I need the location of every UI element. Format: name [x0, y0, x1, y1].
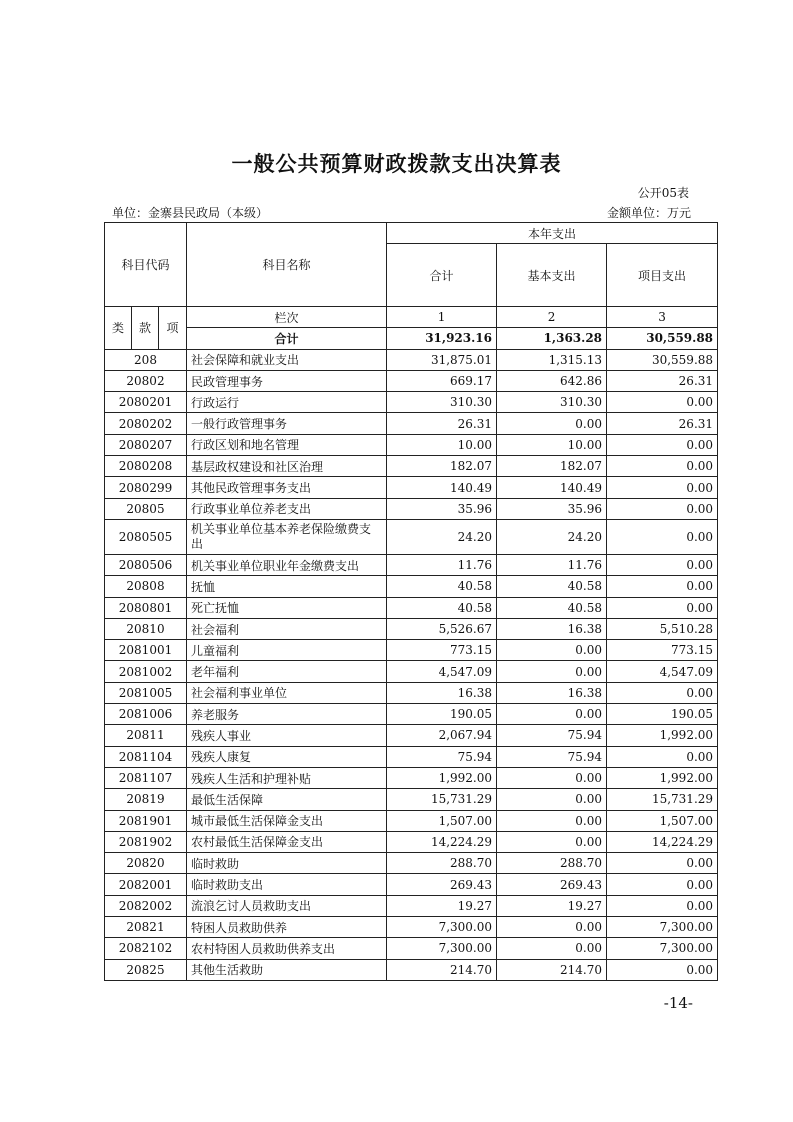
total-row-project: 30,559.88: [607, 328, 718, 349]
header-kuan: 款: [132, 307, 159, 350]
table-row: [105, 349, 718, 370]
unit-label: 单位：金寨县民政局（本级）: [112, 206, 269, 220]
row-project: 0.00: [607, 597, 718, 618]
row-code: 2082002: [105, 895, 187, 916]
row-name: 行政区划和地名管理: [187, 434, 387, 455]
header-name: 科目名称: [187, 223, 387, 307]
row-total: 182.07: [387, 456, 497, 477]
row-basic: 0.00: [497, 810, 607, 831]
row-project: 0.00: [607, 456, 718, 477]
row-project: 0.00: [607, 853, 718, 874]
row-name: 社会福利事业单位: [187, 682, 387, 703]
row-code: 20821: [105, 917, 187, 938]
row-total: 14,224.29: [387, 831, 497, 852]
row-project: 0.00: [607, 746, 718, 767]
row-project: 1,992.00: [607, 725, 718, 746]
table-row: [105, 477, 718, 498]
table-row: [105, 917, 718, 938]
row-code: 208: [105, 349, 187, 370]
row-name: 一般行政管理事务: [187, 413, 387, 434]
row-name: 儿童福利: [187, 640, 387, 661]
table-row: [105, 661, 718, 682]
row-name: 其他民政管理事务支出: [187, 477, 387, 498]
row-basic: 10.00: [497, 434, 607, 455]
header-col-2: 2: [497, 307, 607, 328]
row-name: 最低生活保障: [187, 789, 387, 810]
row-project: 1,992.00: [607, 767, 718, 788]
header-basic: 基本支出: [497, 244, 607, 307]
row-project: 5,510.28: [607, 618, 718, 639]
table-row: [105, 413, 718, 434]
row-project: 0.00: [607, 874, 718, 895]
table-row: [105, 434, 718, 455]
row-basic: 75.94: [497, 725, 607, 746]
table-row: [105, 895, 718, 916]
row-basic: 1,315.13: [497, 349, 607, 370]
row-basic: 642.86: [497, 370, 607, 391]
row-total: 7,300.00: [387, 938, 497, 959]
row-total: 288.70: [387, 853, 497, 874]
row-basic: 0.00: [497, 661, 607, 682]
row-code: 2080505: [105, 519, 187, 554]
table-row: [105, 853, 718, 874]
page-title: 一般公共预算财政拨款支出决算表: [231, 152, 562, 176]
budget-table: [104, 222, 718, 981]
row-code: 2080299: [105, 477, 187, 498]
row-code: 2080801: [105, 597, 187, 618]
table-row: [105, 874, 718, 895]
table-row: [105, 618, 718, 639]
row-project: 1,507.00: [607, 810, 718, 831]
total-row-total: 31,923.16: [387, 328, 497, 349]
row-project: 0.00: [607, 498, 718, 519]
table-row: [105, 725, 718, 746]
row-code: 2080201: [105, 392, 187, 413]
row-total: 31,875.01: [387, 349, 497, 370]
row-code: 20805: [105, 498, 187, 519]
row-code: 20819: [105, 789, 187, 810]
row-project: 14,224.29: [607, 831, 718, 852]
total-row-basic: 1,363.28: [497, 328, 607, 349]
header-year-spend: 本年支出: [387, 223, 718, 244]
row-code: 2081104: [105, 746, 187, 767]
form-number: 公开05表: [637, 186, 689, 200]
table-row: [105, 704, 718, 725]
row-total: 10.00: [387, 434, 497, 455]
row-code: 2082102: [105, 938, 187, 959]
row-name: 死亡抚恤: [187, 597, 387, 618]
row-total: 1,992.00: [387, 767, 497, 788]
row-total: 2,067.94: [387, 725, 497, 746]
row-project: 30,559.88: [607, 349, 718, 370]
table-row: [105, 640, 718, 661]
row-total: 7,300.00: [387, 917, 497, 938]
row-code: 20811: [105, 725, 187, 746]
table-row: [105, 682, 718, 703]
row-code: 2081901: [105, 810, 187, 831]
row-name: 流浪乞讨人员救助支出: [187, 895, 387, 916]
row-basic: 288.70: [497, 853, 607, 874]
row-code: 2080208: [105, 456, 187, 477]
table-row: [105, 498, 718, 519]
row-basic: 16.38: [497, 682, 607, 703]
row-project: 7,300.00: [607, 917, 718, 938]
total-row-label: 合计: [187, 328, 387, 349]
row-project: 0.00: [607, 392, 718, 413]
row-name: 特困人员救助供养: [187, 917, 387, 938]
row-code: 2081107: [105, 767, 187, 788]
row-name: 抚恤: [187, 576, 387, 597]
table-row: [105, 392, 718, 413]
row-code: 2081001: [105, 640, 187, 661]
row-total: 269.43: [387, 874, 497, 895]
header-lei: 类: [105, 307, 132, 350]
row-basic: 75.94: [497, 746, 607, 767]
row-name: 行政事业单位养老支出: [187, 498, 387, 519]
row-project: 0.00: [607, 477, 718, 498]
row-total: 24.20: [387, 519, 497, 554]
table-row: [105, 767, 718, 788]
row-code: 20808: [105, 576, 187, 597]
table-row: [105, 831, 718, 852]
row-basic: 214.70: [497, 959, 607, 980]
row-code: 2081002: [105, 661, 187, 682]
row-code: 2081006: [105, 704, 187, 725]
row-name: 其他生活救助: [187, 959, 387, 980]
row-total: 15,731.29: [387, 789, 497, 810]
header-total: 合计: [387, 244, 497, 307]
row-code: 20810: [105, 618, 187, 639]
page-number: -14-: [663, 994, 693, 1012]
row-project: 26.31: [607, 413, 718, 434]
table-row: [105, 456, 718, 477]
row-name: 养老服务: [187, 704, 387, 725]
header-code: 科目代码: [105, 223, 187, 307]
row-total: 190.05: [387, 704, 497, 725]
row-name: 机关事业单位职业年金缴费支出: [187, 554, 387, 575]
table-row: [105, 810, 718, 831]
row-project: 0.00: [607, 519, 718, 554]
table-row: [105, 789, 718, 810]
table-row: [105, 370, 718, 391]
row-code: 2080207: [105, 434, 187, 455]
row-name: 残疾人康复: [187, 746, 387, 767]
row-total: 35.96: [387, 498, 497, 519]
row-name: 民政管理事务: [187, 370, 387, 391]
table-body: [105, 349, 718, 980]
row-total: 26.31: [387, 413, 497, 434]
row-name: 社会保障和就业支出: [187, 349, 387, 370]
row-total: 669.17: [387, 370, 497, 391]
table-row: [105, 959, 718, 980]
row-basic: 0.00: [497, 704, 607, 725]
row-code: 2080506: [105, 554, 187, 575]
row-basic: 0.00: [497, 938, 607, 959]
header-col-label: 栏次: [187, 307, 387, 328]
row-project: 0.00: [607, 895, 718, 916]
row-total: 40.58: [387, 597, 497, 618]
row-code: 20802: [105, 370, 187, 391]
row-project: 15,731.29: [607, 789, 718, 810]
header-col-1: 1: [387, 307, 497, 328]
row-total: 11.76: [387, 554, 497, 575]
row-code: 20820: [105, 853, 187, 874]
row-total: 773.15: [387, 640, 497, 661]
money-unit-label: 金额单位：万元: [606, 206, 691, 220]
row-total: 5,526.67: [387, 618, 497, 639]
row-project: 190.05: [607, 704, 718, 725]
row-name: 临时救助: [187, 853, 387, 874]
row-total: 1,507.00: [387, 810, 497, 831]
row-code: 20825: [105, 959, 187, 980]
row-basic: 0.00: [497, 767, 607, 788]
row-project: 4,547.09: [607, 661, 718, 682]
table-row: [105, 597, 718, 618]
row-code: 2080202: [105, 413, 187, 434]
row-name: 残疾人生活和护理补贴: [187, 767, 387, 788]
row-basic: 0.00: [497, 640, 607, 661]
row-code: 2081005: [105, 682, 187, 703]
header-col-3: 3: [607, 307, 718, 328]
row-total: 16.38: [387, 682, 497, 703]
row-basic: 40.58: [497, 597, 607, 618]
row-project: 26.31: [607, 370, 718, 391]
row-project: 0.00: [607, 434, 718, 455]
row-total: 19.27: [387, 895, 497, 916]
row-basic: 182.07: [497, 456, 607, 477]
header-project: 项目支出: [607, 244, 718, 307]
row-project: 0.00: [607, 554, 718, 575]
row-total: 214.70: [387, 959, 497, 980]
row-project: 0.00: [607, 959, 718, 980]
row-project: 0.00: [607, 576, 718, 597]
row-name: 残疾人事业: [187, 725, 387, 746]
row-name: 农村最低生活保障金支出: [187, 831, 387, 852]
row-name: 基层政权建设和社区治理: [187, 456, 387, 477]
row-basic: 16.38: [497, 618, 607, 639]
row-basic: 0.00: [497, 831, 607, 852]
row-total: 40.58: [387, 576, 497, 597]
row-project: 0.00: [607, 682, 718, 703]
row-basic: 24.20: [497, 519, 607, 554]
row-basic: 0.00: [497, 789, 607, 810]
row-name: 社会福利: [187, 618, 387, 639]
table-row: [105, 576, 718, 597]
row-basic: 35.96: [497, 498, 607, 519]
row-total: 310.30: [387, 392, 497, 413]
table-row: [105, 519, 718, 554]
row-total: 4,547.09: [387, 661, 497, 682]
row-basic: 11.76: [497, 554, 607, 575]
table-row: [105, 554, 718, 575]
total-row: [105, 328, 718, 349]
row-basic: 0.00: [497, 413, 607, 434]
row-code: 2082001: [105, 874, 187, 895]
row-basic: 269.43: [497, 874, 607, 895]
row-total: 140.49: [387, 477, 497, 498]
row-basic: 40.58: [497, 576, 607, 597]
table-row: [105, 746, 718, 767]
row-basic: 19.27: [497, 895, 607, 916]
row-name: 机关事业单位基本养老保险缴费支出: [187, 519, 387, 554]
row-name: 城市最低生活保障金支出: [187, 810, 387, 831]
row-project: 773.15: [607, 640, 718, 661]
table-row: [105, 938, 718, 959]
row-name: 农村特困人员救助供养支出: [187, 938, 387, 959]
row-name: 行政运行: [187, 392, 387, 413]
header-xiang: 项: [159, 307, 187, 350]
row-total: 75.94: [387, 746, 497, 767]
row-basic: 310.30: [497, 392, 607, 413]
row-name: 老年福利: [187, 661, 387, 682]
row-name: 临时救助支出: [187, 874, 387, 895]
row-code: 2081902: [105, 831, 187, 852]
row-basic: 140.49: [497, 477, 607, 498]
row-project: 7,300.00: [607, 938, 718, 959]
row-basic: 0.00: [497, 917, 607, 938]
